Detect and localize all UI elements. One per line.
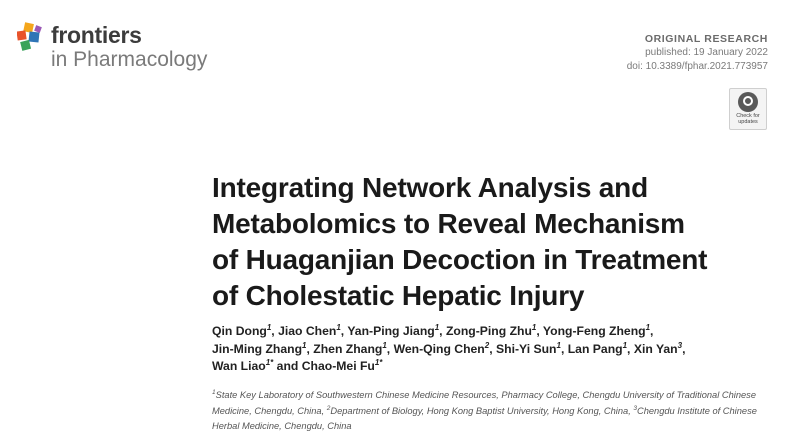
doi-link[interactable]: doi: 10.3389/fphar.2021.773957: [626, 61, 768, 72]
author[interactable]: [446, 324, 536, 338]
author[interactable]: [568, 342, 627, 356]
check-for-updates-button[interactable]: [729, 88, 767, 130]
affiliations: [212, 388, 777, 435]
author-affiliation-mark: 1: [266, 323, 272, 332]
author-name: Lan Pang: [567, 341, 623, 356]
author-affiliation-mark: 1: [336, 323, 341, 332]
article-title: [212, 170, 792, 314]
article-meta: [627, 32, 768, 74]
author-name: Wan Liao: [212, 359, 266, 373]
author[interactable]: [302, 359, 383, 373]
logo-square-red: [17, 30, 27, 40]
author-affiliation-mark: 1: [645, 323, 651, 332]
author-affiliation-mark: 3: [677, 340, 683, 350]
author-name: Zong-Ping Zhu: [445, 324, 532, 338]
author-name: Wen-Qing Chen: [393, 341, 485, 356]
author[interactable]: [212, 324, 271, 338]
author-affiliation-mark: 1*: [265, 358, 274, 367]
title-line: Integrating Network Analysis and: [212, 172, 648, 203]
author-name: Yong-Feng Zheng: [542, 324, 646, 338]
journal-logo[interactable]: [17, 22, 207, 70]
author-name: Zhen Zhang: [313, 341, 383, 356]
title-line: of Huaganjian Decoction in Treatment: [212, 244, 708, 275]
journal-name: in Pharmacology: [51, 48, 208, 71]
author-affiliation-mark: 1: [531, 323, 537, 332]
affiliation-number: 2: [326, 404, 331, 412]
logo-square-blue: [29, 32, 40, 43]
affiliation-text: Chengdu Institute of Chinese Herbal Medicine, Chengdu, China: [212, 405, 757, 431]
author-list: Qin Dong$^1$, Jiao Chen$^1$, Yan-Ping Jiang$^1$, Zong-Ping Zhu$^1$, Yong-Feng Zheng$^1$, Jin-Ming Zhang$^1$, Zhen Zhang$^1$, Wen-Qing Chen$^2$, Shi-Yi Sun$^1$, Lan Pang$^1$, Xin Yan$^3$, Wan Liao$^{1*}$ and Chao-Mei $Fu^{1*}$: [212, 323, 686, 373]
logo-square-purple: [34, 25, 42, 33]
author-affiliation-mark: 1*: [374, 358, 383, 367]
author[interactable]: [347, 324, 439, 338]
author[interactable]: [634, 342, 682, 356]
author-affiliation-mark: 1: [556, 340, 561, 350]
article-type: ORIGINAL RESEARCH: [644, 33, 768, 45]
author-name: Chao-Mei Fu: [301, 359, 375, 373]
author[interactable]: [212, 359, 273, 373]
title-line: Metabolomics to Reveal Mechanism: [212, 208, 685, 239]
affiliation-text: Department of Biology, Hong Kong Baptist University, Hong Kong, China,: [330, 405, 634, 416]
author-name: Xin Yan: [633, 341, 678, 356]
author[interactable]: [543, 324, 650, 338]
title-line: of Cholestatic Hepatic Injury: [212, 280, 585, 311]
affiliation-number: 1: [212, 389, 216, 396]
author-name: Qin Dong: [212, 324, 267, 338]
check-updates-label: Check for updates: [736, 113, 760, 125]
journal-brand: frontiers: [51, 22, 142, 48]
author-name: Jiao Chen: [278, 324, 337, 338]
author-name: Yan-Ping Jiang: [347, 324, 435, 338]
author-affiliation-mark: 1: [622, 340, 628, 350]
author[interactable]: [212, 342, 307, 356]
author-affiliation-mark: 1: [302, 340, 307, 350]
author[interactable]: [313, 342, 387, 356]
author[interactable]: [278, 324, 341, 338]
author-name: Shi-Yi Sun: [496, 341, 557, 356]
frontiers-logo-icon: [17, 22, 47, 52]
affiliation-number: 3: [633, 404, 637, 412]
author-affiliation-mark: 1: [434, 323, 440, 332]
author-affiliation-mark: 2: [484, 340, 490, 350]
check-updates-icon: [738, 92, 758, 112]
author-name: Jin-Ming Zhang: [212, 341, 303, 356]
author[interactable]: [496, 342, 561, 356]
author-affiliation-mark: 1: [382, 340, 387, 350]
published-date: published: 19 January 2022: [645, 47, 768, 58]
author[interactable]: [394, 342, 490, 356]
affiliation-text: State Key Laboratory of Southwestern Chinese Medicine Resources, Pharmacy College, Chengdu University of Traditional Chinese Medicine, Chengdu, China,: [212, 390, 756, 416]
